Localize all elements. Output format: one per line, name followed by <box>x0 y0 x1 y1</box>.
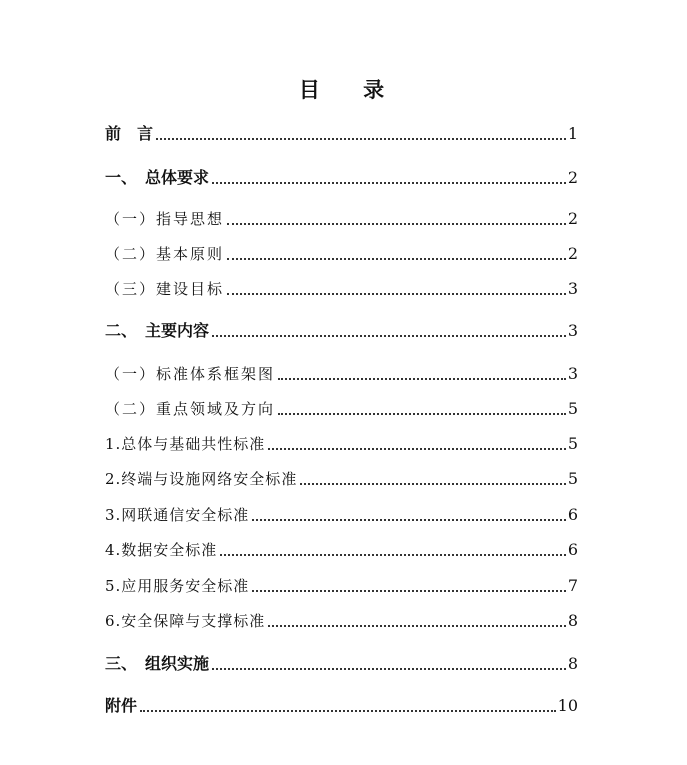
toc-entry-general-requirements[interactable] <box>105 166 578 188</box>
toc-page-number: 6 <box>567 505 578 524</box>
toc-page-number: 1 <box>567 124 578 143</box>
toc-leader-dots <box>156 138 566 140</box>
toc-leader-dots <box>227 258 566 260</box>
toc-page-number: 6 <box>567 540 578 559</box>
toc-entry-construction-goals[interactable] <box>105 277 578 299</box>
toc-label: （一）标准体系框架图 <box>105 365 276 383</box>
toc-leader-dots <box>268 625 566 627</box>
toc-label: （二）基本原则 <box>105 245 225 263</box>
toc-leader-dots <box>212 668 566 670</box>
toc-page-number: 8 <box>567 611 578 630</box>
toc-page-number: 3 <box>567 279 578 298</box>
toc-leader-dots <box>278 413 566 415</box>
toc-page-number: 2 <box>567 244 578 263</box>
toc-entry-framework-diagram[interactable] <box>105 362 578 384</box>
toc-entry-item-3[interactable] <box>105 503 578 525</box>
toc-entry-item-1[interactable] <box>105 432 578 454</box>
toc-label: 3.网联通信安全标准 <box>105 506 250 524</box>
toc-leader-dots <box>278 378 566 380</box>
toc-entry-item-2[interactable] <box>105 467 578 489</box>
toc-page-number: 7 <box>567 576 578 595</box>
toc-label: 三、 组织实施 <box>105 654 210 673</box>
toc-label: （三）建设目标 <box>105 280 225 298</box>
toc-label: （一）指导思想 <box>105 210 225 228</box>
toc-entry-implementation[interactable] <box>105 652 578 674</box>
toc-label: 4.数据安全标准 <box>105 541 218 559</box>
toc-entry-guiding-ideology[interactable] <box>105 207 578 229</box>
toc-leader-dots <box>252 590 566 592</box>
toc-label: 1.总体与基础共性标准 <box>105 435 266 453</box>
toc-leader-dots <box>212 335 566 337</box>
toc-page-number: 5 <box>567 469 578 488</box>
toc-entry-item-5[interactable] <box>105 574 578 596</box>
toc-page-number: 5 <box>567 399 578 418</box>
toc-leader-dots <box>300 483 565 485</box>
toc-label: 二、 主要内容 <box>105 321 210 340</box>
toc-label: 附件 <box>105 696 138 715</box>
toc-entry-item-6[interactable] <box>105 609 578 631</box>
toc-page-number: 8 <box>567 654 578 673</box>
toc-page-number: 2 <box>567 168 578 187</box>
toc-leader-dots <box>220 554 566 556</box>
toc-entry-item-4[interactable] <box>105 538 578 560</box>
toc-leader-dots <box>252 519 566 521</box>
toc-leader-dots <box>212 182 566 184</box>
toc-page-number: 3 <box>567 364 578 383</box>
toc-entry-basic-principles[interactable] <box>105 242 578 264</box>
toc-label: 6.安全保障与支撑标准 <box>105 612 266 630</box>
toc-label: 一、 总体要求 <box>105 168 210 187</box>
toc-entry-main-content[interactable] <box>105 319 578 341</box>
toc-leader-dots <box>227 293 566 295</box>
toc-label: 前 言 <box>105 124 154 143</box>
toc-page-number: 3 <box>567 321 578 340</box>
page-title: 目 录 <box>298 78 403 102</box>
toc-leader-dots <box>227 223 566 225</box>
toc-label: （二）重点领域及方向 <box>105 400 276 418</box>
toc-label: 2.终端与设施网络安全标准 <box>105 470 298 488</box>
toc-entry-preface[interactable] <box>105 122 578 144</box>
toc-page-number: 2 <box>567 209 578 228</box>
toc-leader-dots <box>140 710 556 712</box>
toc-page-number: 5 <box>567 434 578 453</box>
toc-entry-attachment[interactable] <box>105 694 578 716</box>
toc-label: 5.应用服务安全标准 <box>105 577 250 595</box>
toc-page-number: 10 <box>557 696 578 715</box>
toc-leader-dots <box>268 448 566 450</box>
toc-entry-key-areas[interactable] <box>105 397 578 419</box>
